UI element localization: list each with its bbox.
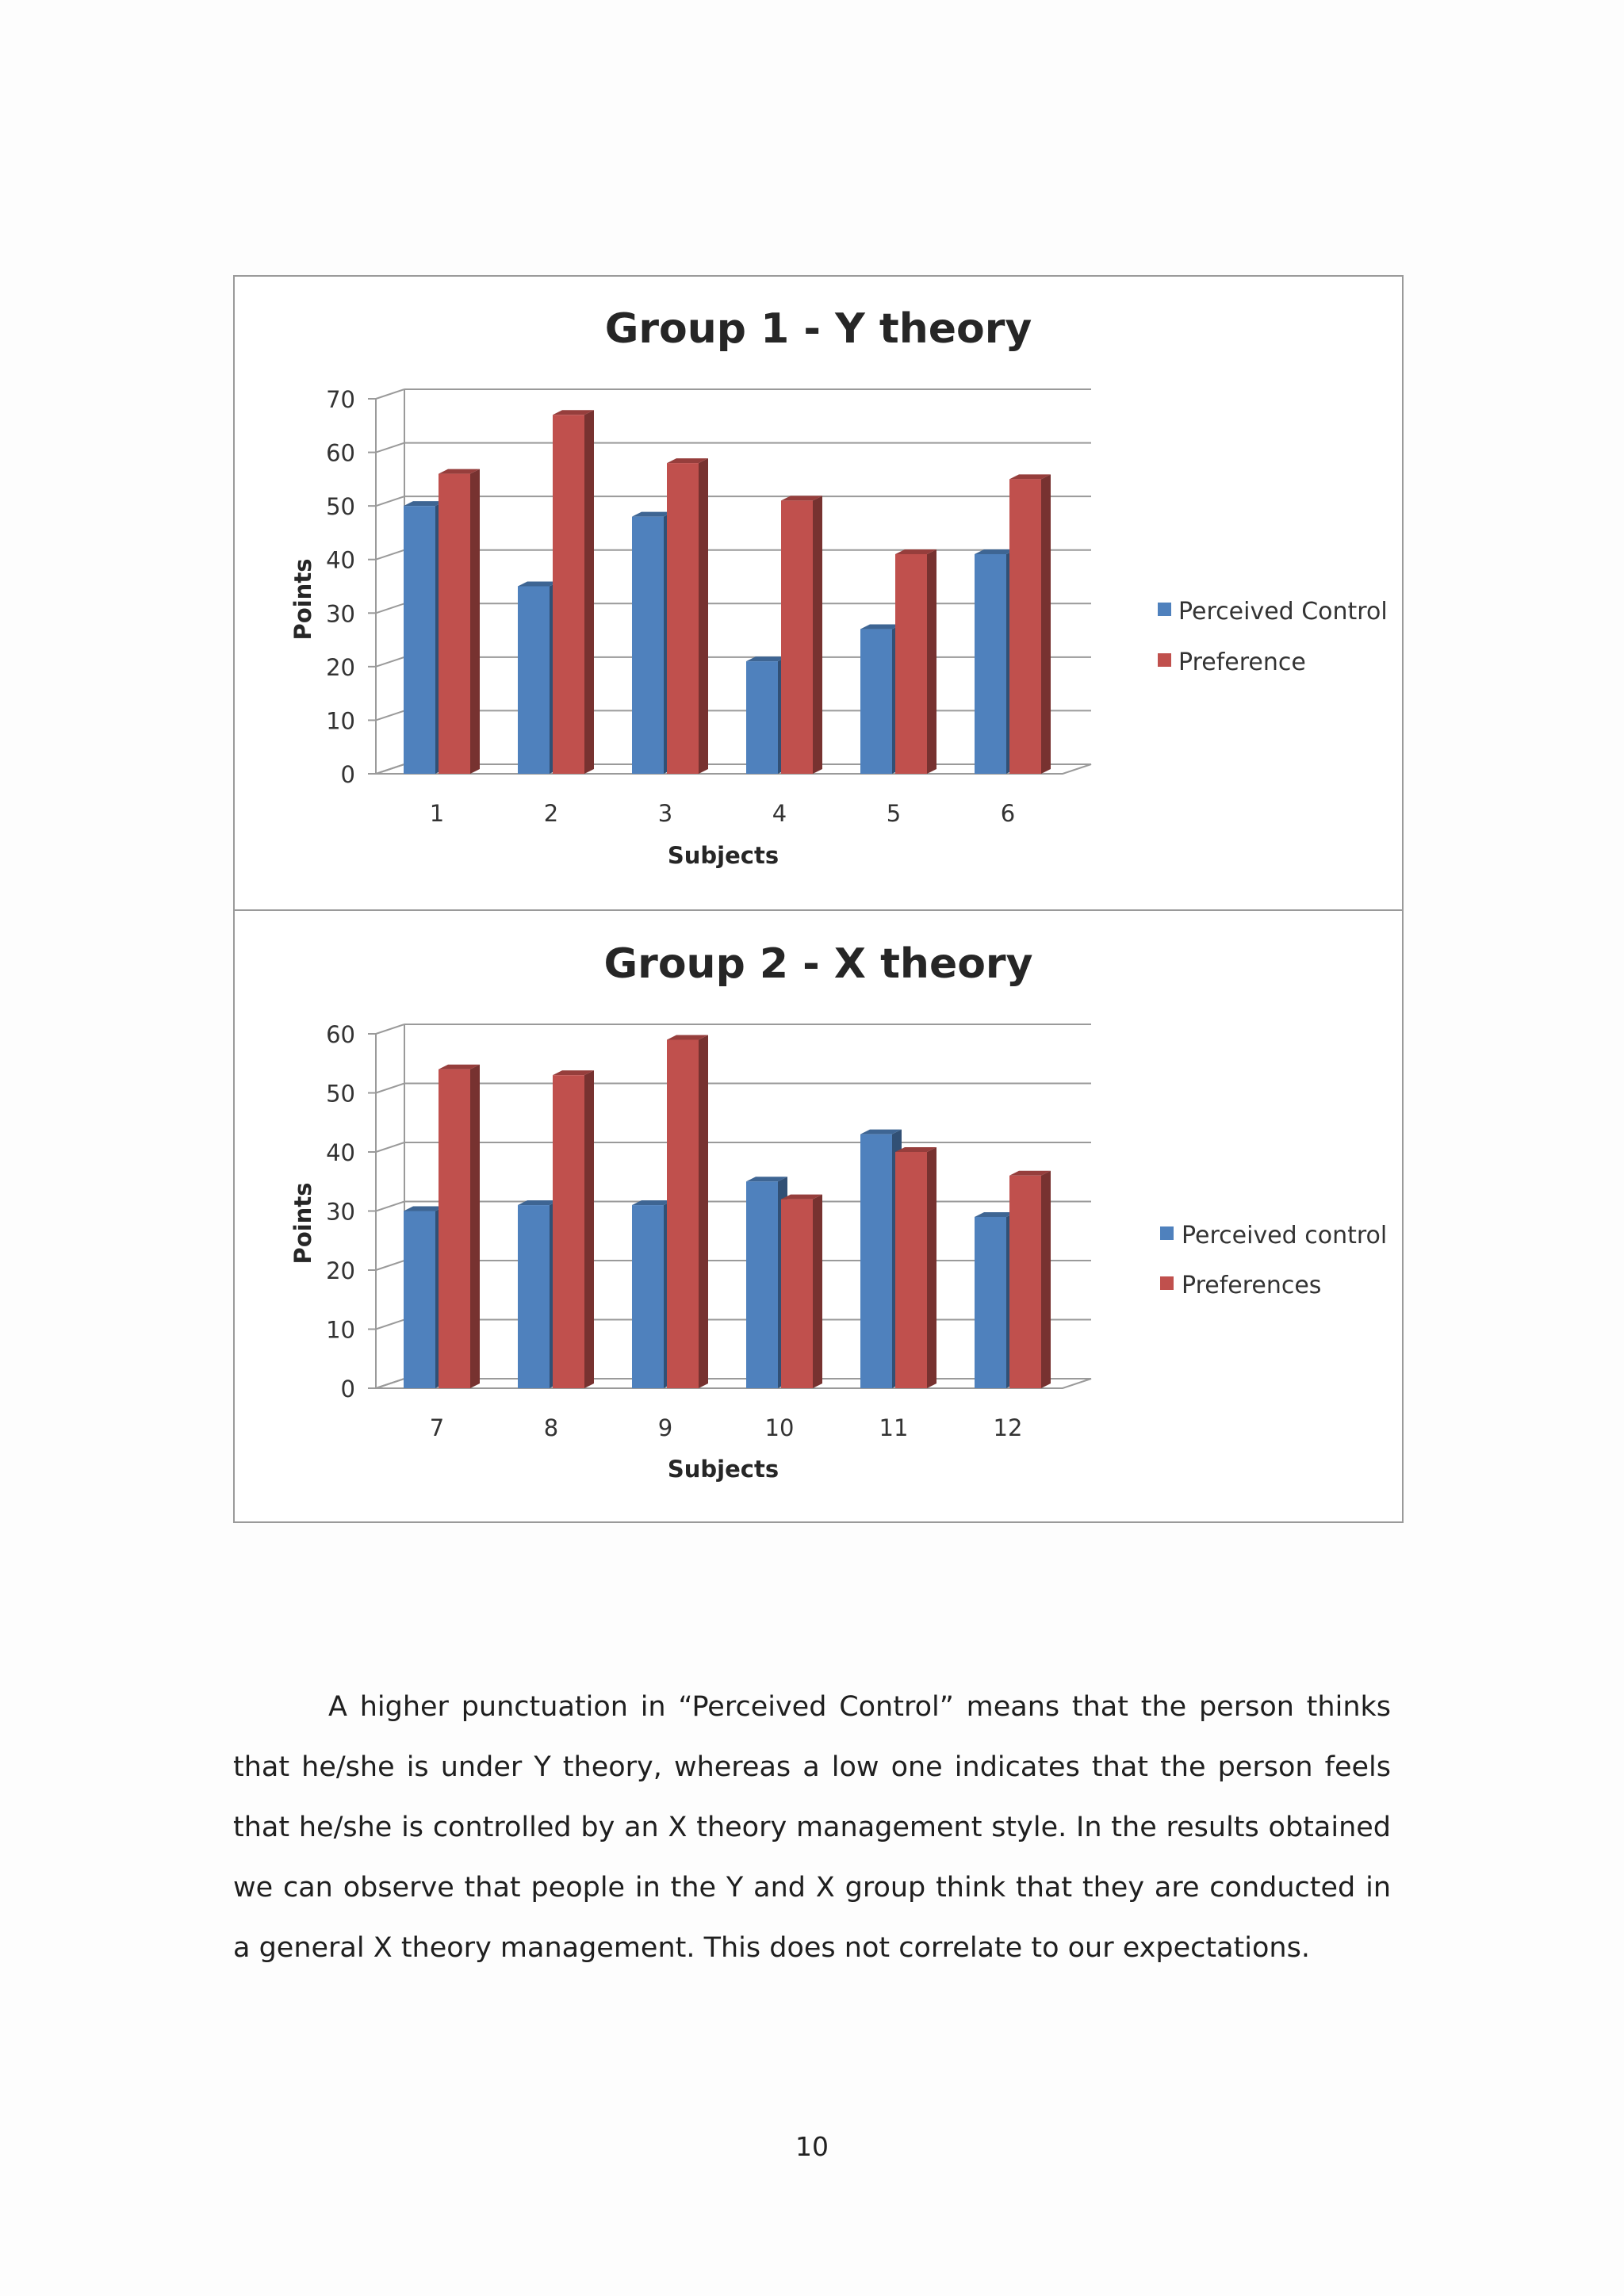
y-tick-label: 0 <box>340 1376 355 1402</box>
y-tick-label: 20 <box>326 653 355 681</box>
x-tick-label: 12 <box>993 1414 1023 1441</box>
bar <box>860 1135 892 1388</box>
gridline-side <box>376 1142 404 1152</box>
x-tick-label: 5 <box>886 800 902 827</box>
plot-area <box>326 1021 1091 1441</box>
x-tick-label: 10 <box>764 1414 795 1441</box>
y-axis-title: Points <box>289 558 316 641</box>
bar <box>1009 1176 1041 1388</box>
y-tick-label: 60 <box>326 1021 355 1048</box>
page-number: 10 <box>795 2131 829 2162</box>
x-tick-label: 4 <box>772 800 787 827</box>
y-tick-label: 10 <box>326 1316 355 1344</box>
y-tick-label: 50 <box>326 493 355 521</box>
bar-side <box>699 1035 708 1388</box>
y-tick-label: 30 <box>326 600 355 628</box>
legend-label-perceived-control: Perceived Control <box>1178 598 1388 626</box>
bar-side <box>927 1147 936 1388</box>
legend <box>1160 1222 1387 1299</box>
bar-side <box>470 1065 480 1388</box>
legend-label-preference: Preference <box>1178 649 1306 676</box>
bar <box>439 1070 470 1388</box>
x-axis-title: Subjects <box>667 842 779 869</box>
y-tick-label: 0 <box>340 761 355 788</box>
x-tick-label: 7 <box>429 1414 445 1441</box>
bar <box>632 1205 664 1388</box>
y-tick-label: 10 <box>326 707 355 735</box>
body-paragraph: A higher punctuation in “Perceived Control” means that the person thinks that he/she is under Y theory, whereas a low one indicates that the person feels that he/she is controlled by an X theory management style. In the results obtained we can observe that people in the Y and X group think that they are conducted in a general X theory management. This does not correlate to our expectations. <box>233 1691 1391 1964</box>
gridline-side <box>376 1024 404 1034</box>
chart-title: Group 2 - X theory <box>603 940 1033 988</box>
x-tick-label: 6 <box>1000 800 1016 827</box>
bar <box>781 1200 813 1388</box>
x-tick-label: 8 <box>543 1414 559 1441</box>
bar <box>553 1075 584 1388</box>
y-tick-label: 40 <box>326 546 355 574</box>
bar <box>895 1152 927 1388</box>
gridline-side <box>376 1320 404 1330</box>
legend-swatch-preferences <box>1160 1276 1174 1290</box>
y-tick-label: 40 <box>326 1139 355 1166</box>
bar <box>746 1181 778 1388</box>
gridline-side <box>376 1084 404 1093</box>
bar <box>404 1211 435 1389</box>
chart-title: Group 1 - Y theory <box>604 305 1032 353</box>
x-tick-label: 9 <box>657 1414 673 1441</box>
legend-swatch-perceived-control <box>1160 1226 1174 1240</box>
y-axis-title: Points <box>289 1182 316 1265</box>
x-tick-label: 2 <box>543 800 559 827</box>
bar-side <box>1041 1171 1051 1388</box>
gridline-side <box>376 1202 404 1211</box>
bar <box>518 1205 550 1388</box>
y-tick-label: 70 <box>326 386 355 413</box>
bar-side <box>813 1195 822 1388</box>
x-tick-label: 11 <box>879 1414 909 1441</box>
y-tick-label: 50 <box>326 1080 355 1108</box>
bar <box>667 1039 699 1388</box>
y-tick-label: 60 <box>326 439 355 467</box>
y-tick-label: 30 <box>326 1198 355 1226</box>
y-tick-label: 20 <box>326 1257 355 1284</box>
x-tick-label: 3 <box>657 800 673 827</box>
gridline-side <box>376 1261 404 1270</box>
legend-label-preferences: Preferences <box>1182 1272 1322 1299</box>
bar-side <box>584 1070 594 1388</box>
bar <box>975 1217 1006 1388</box>
x-axis-title: Subjects <box>667 1456 779 1483</box>
x-tick-label: 1 <box>429 800 445 827</box>
legend-label-perceived-control: Perceived control <box>1182 1222 1388 1249</box>
